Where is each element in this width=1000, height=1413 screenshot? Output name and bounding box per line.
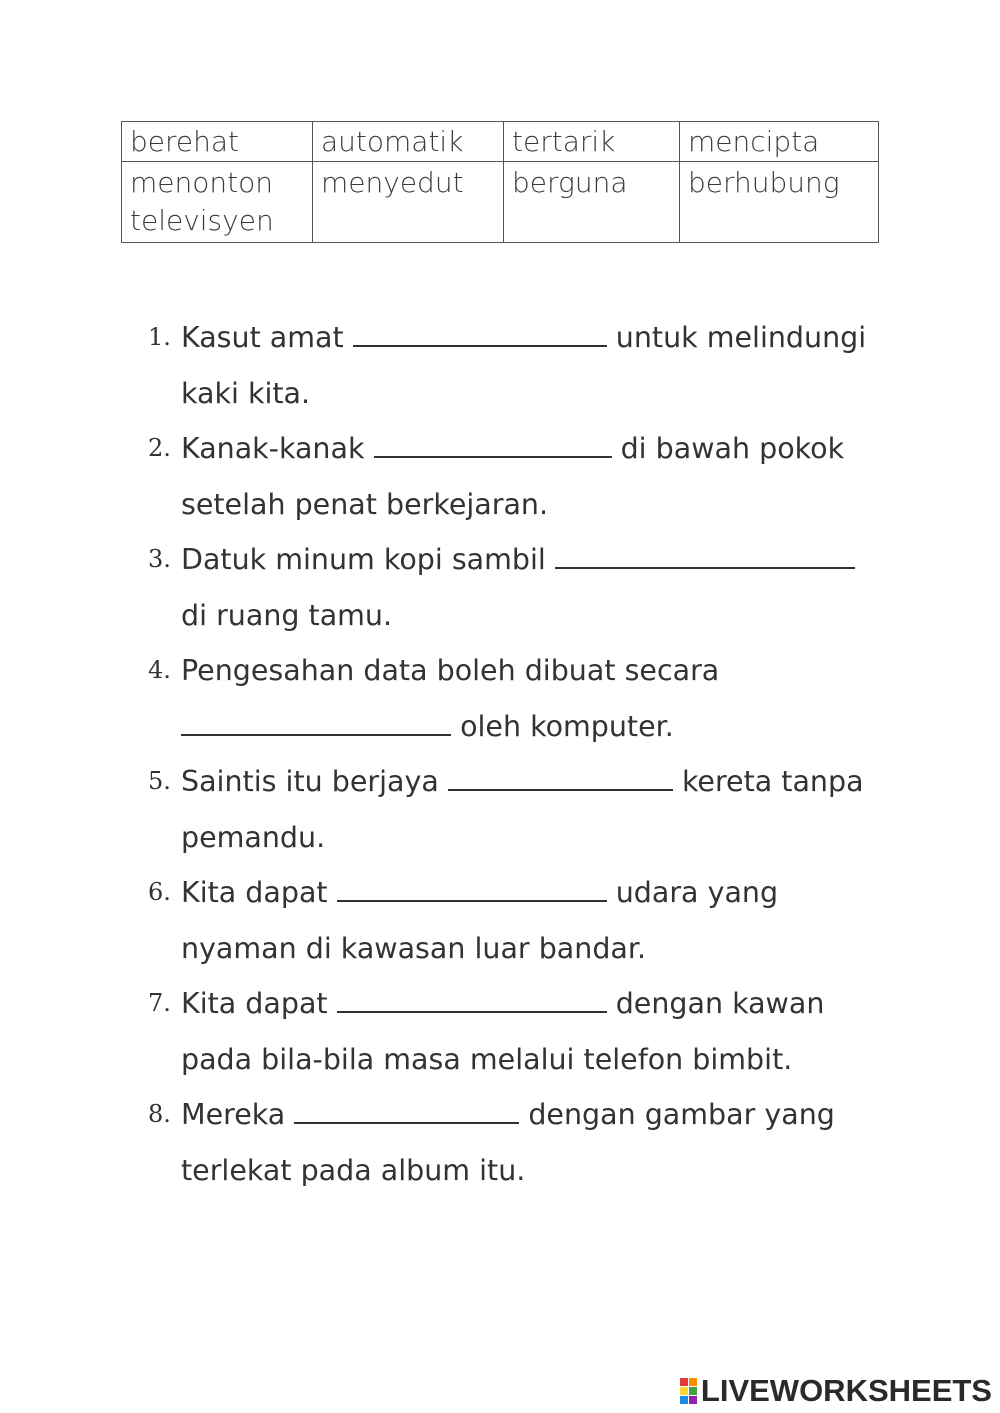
- question-text-after: di ruang tamu.: [181, 598, 393, 632]
- question-text: [181, 421, 888, 532]
- question-item: [148, 310, 888, 421]
- word-bank-cell: menonton televisyen: [122, 162, 313, 243]
- question-text-after: oleh komputer.: [460, 709, 674, 743]
- word-bank-row: [122, 162, 879, 243]
- question-item: [148, 754, 888, 865]
- question-text-after: dengan kawan pada bila-bila masa melalui telefon bimbit.: [181, 987, 825, 1076]
- answer-blank[interactable]: [337, 878, 607, 902]
- question-item: [148, 421, 888, 532]
- word-bank-cell: automatik: [313, 122, 504, 162]
- question-text-before: Datuk minum kopi sambil: [181, 543, 546, 576]
- question-text-before: Kita dapat: [181, 876, 328, 909]
- answer-blank[interactable]: [555, 545, 855, 569]
- question-item: [148, 865, 888, 976]
- answer-blank[interactable]: [337, 989, 607, 1013]
- question-text-after: di bawah pokok setelah penat berkejaran.: [181, 432, 845, 521]
- word-bank-cell: berhubung: [680, 162, 879, 243]
- question-text-before: Saintis itu berjaya: [181, 765, 439, 798]
- word-bank-row: [122, 122, 879, 162]
- question-list: [148, 310, 888, 1198]
- word-bank-cell: berguna: [504, 162, 680, 243]
- question-text: [181, 532, 888, 643]
- question-text-before: Kita dapat: [181, 987, 328, 1020]
- liveworksheets-logo: [680, 1373, 992, 1409]
- question-text: [181, 976, 888, 1087]
- question-text-after: kereta tanpa pemandu.: [181, 765, 864, 854]
- word-bank-cell: menyedut: [313, 162, 504, 243]
- question-text: [181, 310, 888, 421]
- word-bank-table: [121, 121, 879, 243]
- word-bank-cell: mencipta: [680, 122, 879, 162]
- question-text-after: untuk melindungi kaki kita.: [181, 321, 867, 410]
- question-text-before: Pengesahan data boleh dibuat secara: [181, 654, 720, 687]
- question-item: [148, 1087, 888, 1198]
- question-text-after: dengan gambar yang terlekat pada album itu.: [181, 1098, 835, 1187]
- question-text-before: Kasut amat: [181, 321, 344, 354]
- question-number: 8.: [148, 1100, 171, 1128]
- question-text: [181, 754, 888, 865]
- question-text-before: Kanak-kanak: [181, 432, 365, 465]
- question-number: 5.: [148, 767, 171, 795]
- question-text: [181, 1087, 888, 1198]
- question-number: 6.: [148, 878, 171, 906]
- question-number: 3.: [148, 545, 171, 573]
- question-item: [148, 976, 888, 1087]
- question-number: 2.: [148, 434, 171, 462]
- word-bank-cell: tertarik: [504, 122, 680, 162]
- question-item: [148, 532, 888, 643]
- question-text: [181, 643, 888, 754]
- answer-blank[interactable]: [353, 323, 607, 347]
- answer-blank[interactable]: [294, 1100, 519, 1124]
- question-number: 4.: [148, 656, 171, 684]
- answer-blank[interactable]: [181, 712, 451, 736]
- question-number: 7.: [148, 989, 171, 1017]
- answer-blank[interactable]: [374, 434, 612, 458]
- question-text-before: Mereka: [181, 1098, 286, 1131]
- answer-blank[interactable]: [448, 767, 673, 791]
- logo-text: LIVEWORKSHEETS: [700, 1373, 992, 1408]
- question-text: [181, 865, 888, 976]
- word-bank-cell: berehat: [122, 122, 313, 162]
- question-item: [148, 643, 888, 754]
- logo-mark-icon: [680, 1378, 697, 1404]
- question-text-after: udara yang nyaman di kawasan luar bandar.: [181, 876, 779, 965]
- question-number: 1.: [148, 323, 171, 351]
